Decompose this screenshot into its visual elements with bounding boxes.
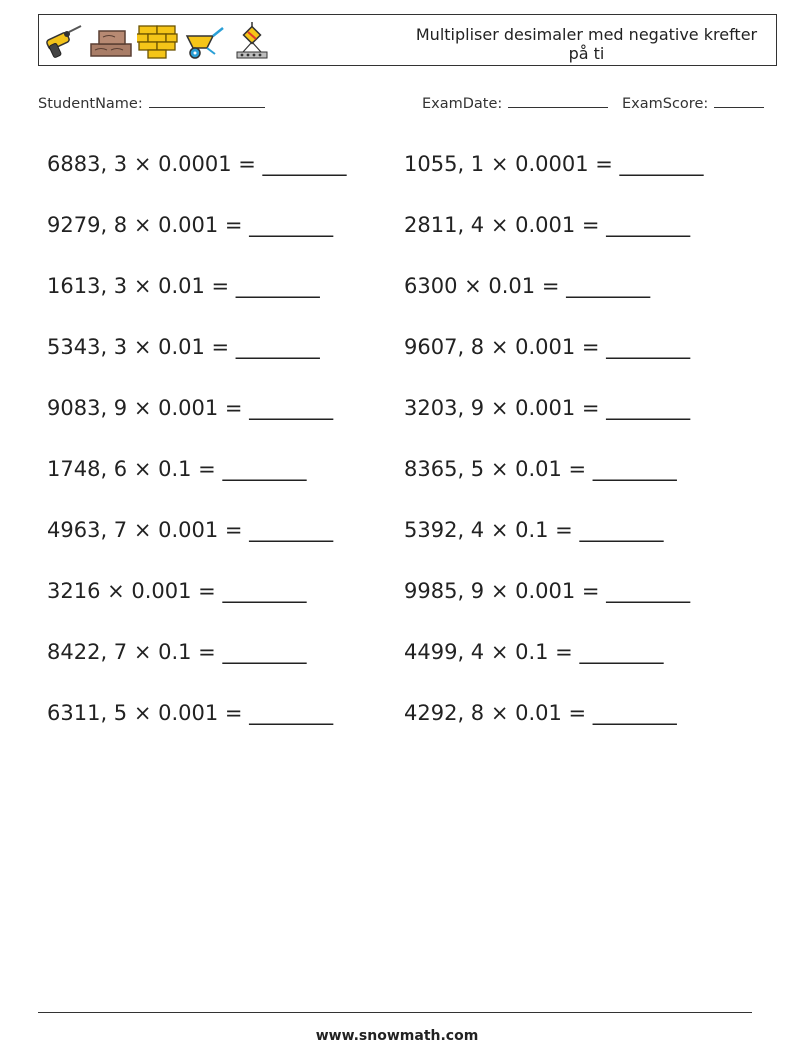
problem-14: 5392, 4 × 0.1 = ________ (404, 518, 664, 542)
problem-6: 6300 × 0.01 = ________ (404, 274, 651, 298)
problem-17: 8422, 7 × 0.1 = ________ (47, 640, 307, 664)
student-name-label: StudentName: (38, 96, 143, 112)
student-name-field (38, 93, 265, 112)
exam-date-label: ExamDate: (422, 96, 503, 112)
exam-date-blank[interactable] (508, 93, 608, 108)
problem-16: 9985, 9 × 0.001 = ________ (404, 579, 691, 603)
problem-12: 8365, 5 × 0.01 = ________ (404, 457, 677, 481)
problem-15: 3216 × 0.001 = ________ (47, 579, 307, 603)
problem-3: 9279, 8 × 0.001 = ________ (47, 213, 334, 237)
problem-19: 6311, 5 × 0.001 = ________ (47, 701, 334, 725)
problem-8: 9607, 8 × 0.001 = ________ (404, 335, 691, 359)
problem-11: 1748, 6 × 0.1 = ________ (47, 457, 307, 481)
wheelbarrow-icon (183, 22, 227, 60)
problem-18: 4499, 4 × 0.1 = ________ (404, 640, 664, 664)
problem-13: 4963, 7 × 0.001 = ________ (47, 518, 334, 542)
problem-20: 4292, 8 × 0.01 = ________ (404, 701, 677, 725)
problem-9: 9083, 9 × 0.001 = ________ (47, 396, 334, 420)
problem-7: 5343, 3 × 0.01 = ________ (47, 335, 320, 359)
problem-1: 6883, 3 × 0.0001 = ________ (47, 152, 347, 176)
footer-website[interactable]: www.snowmath.com (315, 1028, 479, 1044)
problem-5: 1613, 3 × 0.01 = ________ (47, 274, 320, 298)
problem-4: 2811, 4 × 0.001 = ________ (404, 213, 691, 237)
drill-icon (43, 22, 85, 60)
worksheet-header (38, 14, 777, 66)
exam-score-blank[interactable] (714, 93, 764, 108)
crane-hook-icon (231, 22, 273, 60)
bricks-icon (137, 22, 179, 60)
exam-score-label: ExamScore: (622, 96, 709, 112)
header-icons (43, 21, 273, 61)
wood-planks-icon (89, 22, 133, 60)
footer-divider (38, 1012, 752, 1013)
worksheet-title: Multipliser desimaler med negative krefter på ti (415, 25, 758, 63)
student-name-blank[interactable] (149, 93, 265, 108)
problem-10: 3203, 9 × 0.001 = ________ (404, 396, 691, 420)
exam-score-field (622, 93, 764, 112)
problem-2: 1055, 1 × 0.0001 = ________ (404, 152, 704, 176)
exam-date-field (422, 93, 608, 112)
